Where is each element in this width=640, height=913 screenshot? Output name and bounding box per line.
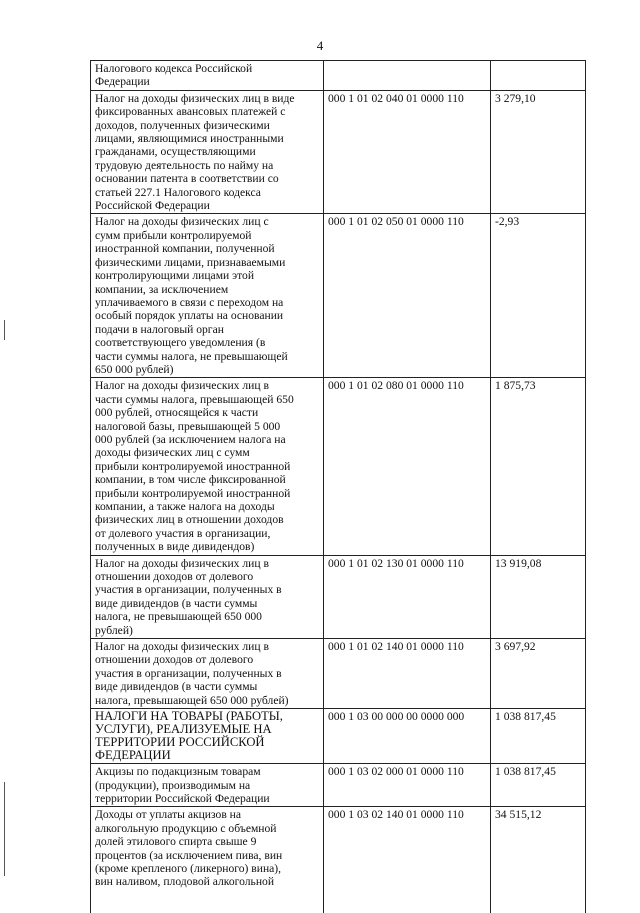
table-row [91,555,586,638]
revenue-name-cell: Налог на доходы физических лиц в части суммы налога, превышающей 650 000 рублей, относящейся к части налоговой базы, превышающей 5 000 000 рублей (за исключением налога на доходы физических лиц с сумм прибыли контролируемой иностранной компании, в том числе фиксированной прибыли контролируемой иностранной компании, а также налога на доходы физических лиц в отношении доходов от долевого участия в организации, полученных в виде дивидендов) [91,378,324,555]
amount-cell: 3 279,10 [491,90,586,214]
revenue-name-cell: Акцизы по подакцизным товарам (продукции), производимым на территории Российской Федерации [91,764,324,807]
budget-code-cell: 000 1 01 02 140 01 0000 110 [324,639,491,709]
budget-code-cell: 000 1 01 02 040 01 0000 110 [324,90,491,214]
amount-cell [491,61,586,91]
amount-cell: 34 515,12 [491,807,586,913]
table-row [91,709,586,764]
table-row [91,807,586,913]
budget-code-cell: 000 1 01 02 050 01 0000 110 [324,214,491,378]
table-row [91,61,586,91]
amount-cell: -2,93 [491,214,586,378]
amount-cell: 1 038 817,45 [491,764,586,807]
revenue-name-cell: Доходы от уплаты акцизов на алкогольную продукцию с объемной долей этилового спирта свыше 9 процентов (за исключением пива, вин (кроме крепленого (ликерного) вина), вин наливом, плодовой алкогольной [91,807,324,913]
budget-code-cell: 000 1 01 02 080 01 0000 110 [324,378,491,555]
table-row [91,378,586,555]
table-row [91,764,586,807]
budget-code-cell: 000 1 03 00 000 00 0000 000 [324,709,491,764]
budget-code-cell: 000 1 01 02 130 01 0000 110 [324,555,491,638]
revenue-name-cell: Налог на доходы физических лиц с сумм прибыли контролируемой иностранной компании, полученной физическими лицами, признаваемыми контролирующими лицами этой компании, за исключением уплачиваемого в связи с переходом на особый порядок уплаты на основании подачи в налоговый орган соответствующего уведомления (в части суммы налога, не превышающей 650 000 рублей) [91,214,324,378]
scan-margin-mark [4,782,5,876]
amount-cell: 1 038 817,45 [491,709,586,764]
revenue-name-cell: НАЛОГИ НА ТОВАРЫ (РАБОТЫ, УСЛУГИ), РЕАЛИЗУЕМЫЕ НА ТЕРРИТОРИИ РОССИЙСКОЙ ФЕДЕРАЦИИ [91,709,324,764]
scan-margin-mark [4,320,5,340]
table-row [91,214,586,378]
table-row [91,639,586,709]
revenue-name-cell: Налог на доходы физических лиц в отношении доходов от долевого участия в организации, полученных в виде дивидендов (в части суммы налога, не превышающей 650 000 рублей) [91,555,324,638]
amount-cell: 3 697,92 [491,639,586,709]
revenue-name-cell: Налогового кодекса Российской Федерации [91,61,324,91]
revenue-name-cell: Налог на доходы физических лиц в отношении доходов от долевого участия в организации, полученных в виде дивидендов (в части суммы налога, превышающей 650 000 рублей) [91,639,324,709]
page-number: 4 [316,38,324,53]
budget-code-cell: 000 1 03 02 000 01 0000 110 [324,764,491,807]
amount-cell: 1 875,73 [491,378,586,555]
revenue-name-cell: Налог на доходы физических лиц в виде фиксированных авансовых платежей с доходов, полученных физическими лицами, являющимися иностранными гражданами, осуществляющими трудовую деятельность по найму на основании патента в соответствии со статьей 227.1 Налогового кодекса Российской Федерации [91,90,324,214]
amount-cell: 13 919,08 [491,555,586,638]
budget-code-cell: 000 1 03 02 140 01 0000 110 [324,807,491,913]
budget-code-cell [324,61,491,91]
table-row [91,90,586,214]
revenue-table [90,60,586,913]
